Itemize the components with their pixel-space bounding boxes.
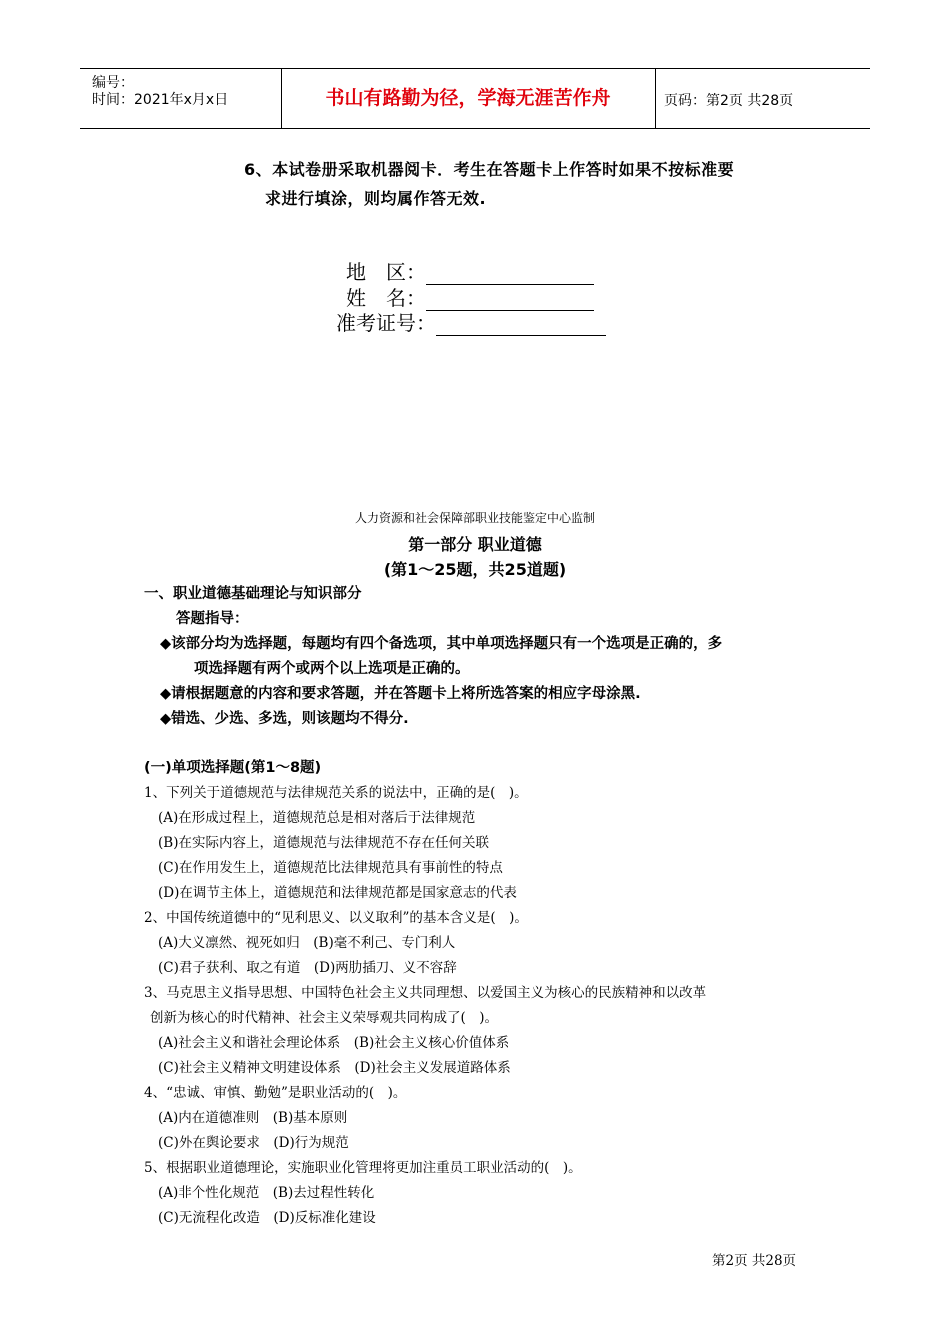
header-motto: 书山有路勤为径，学海无涯苦作舟 — [325, 87, 611, 109]
part-range: (第1～25题，共25道题) — [383, 560, 567, 579]
question-1-option-a: (A)在形成过程上，道德规范总是相对落后于法律规范 — [158, 810, 476, 826]
rule-2: ◆请根据题意的内容和要求答题，并在答题卡上将所选答案的相应字母涂黑. — [160, 686, 641, 702]
question-2-options-cd: (C)君子获利、取之有道 (D)两肋插刀、义不容辞 — [158, 960, 457, 976]
notice-line-1: 6、本试卷册采取机器阅卡．考生在答题卡上作答时如果不按标准要 — [244, 160, 735, 179]
question-4-stem: 4、“忠诚、审慎、勤勉”是职业活动的( )。 — [144, 1085, 407, 1101]
document-code-label: 编号： — [92, 75, 134, 91]
question-1-option-d: (D)在调节主体上，道德规范和法律规范都是国家意志的代表 — [158, 885, 517, 901]
question-3-stem-line-2: 创新为核心的时代精神、社会主义荣辱观共同构成了( )。 — [150, 1010, 499, 1026]
question-5-options-cd: (C)无流程化改造 (D)反标准化建设 — [158, 1210, 376, 1226]
section-title: 一、职业道德基础理论与知识部分 — [144, 586, 362, 602]
question-5-stem: 5、根据职业道德理论，实施职业化管理将更加注重员工职业活动的( )。 — [144, 1160, 582, 1176]
header-page-number: 页码：第2页 共28页 — [664, 93, 794, 109]
header-divider — [655, 69, 656, 128]
guide-label: 答题指导： — [176, 611, 249, 627]
question-2-options-ab: (A)大义凛然、视死如归 (B)毫不利己、专门利人 — [158, 935, 456, 951]
exam-id-blank[interactable] — [436, 315, 606, 336]
single-choice-title: (一)单项选择题(第1～8题) — [144, 760, 322, 776]
supervisor-line: 人力资源和社会保障部职业技能鉴定中心监制 — [354, 511, 595, 525]
question-1-option-b: (B)在实际内容上，道德规范与法律规范不存在任何关联 — [158, 835, 489, 851]
page-header — [80, 68, 870, 129]
region-label: 地 区： — [346, 260, 426, 284]
region-field — [346, 256, 594, 285]
rule-3: ◆错选、少选、多选，则该题均不得分. — [160, 711, 409, 727]
document-date: 时间：2021年x月x日 — [92, 92, 229, 108]
question-3-options-ab: (A)社会主义和谐社会理论体系 (B)社会主义核心价值体系 — [158, 1035, 510, 1051]
question-1-option-c: (C)在作用发生上，道德规范比法律规范具有事前性的特点 — [158, 860, 503, 876]
exam-id-label: 准考证号： — [336, 311, 436, 335]
question-3-options-cd: (C)社会主义精神文明建设体系 (D)社会主义发展道路体系 — [158, 1060, 511, 1076]
notice-line-2: 求进行填涂，则均属作答无效. — [265, 189, 487, 208]
rule-1-line-2: 项选择题有两个或两个以上选项是正确的。 — [194, 661, 470, 677]
name-label: 姓 名： — [346, 286, 426, 310]
question-2-stem: 2、中国传统道德中的“见利思义、以义取利”的基本含义是( )。 — [144, 910, 528, 926]
question-1-stem: 1、下列关于道德规范与法律规范关系的说法中，正确的是( )。 — [144, 785, 528, 801]
question-4-options-cd: (C)外在舆论要求 (D)行为规范 — [158, 1135, 349, 1151]
question-5-options-ab: (A)非个性化规范 (B)去过程性转化 — [158, 1185, 375, 1201]
rule-1-line-1: ◆该部分均为选择题，每题均有四个备选项，其中单项选择题只有一个选项是正确的，多 — [160, 636, 723, 652]
exam-id-field — [336, 307, 606, 336]
part-title: 第一部分 职业道德 — [408, 535, 542, 554]
footer-page-number: 第2页 共28页 — [712, 1253, 797, 1269]
question-4-options-ab: (A)内在道德准则 (B)基本原则 — [158, 1110, 348, 1126]
question-3-stem-line-1: 3、马克思主义指导思想、中国特色社会主义共同理想、以爱国主义为核心的民族精神和以改革 — [144, 985, 707, 1001]
